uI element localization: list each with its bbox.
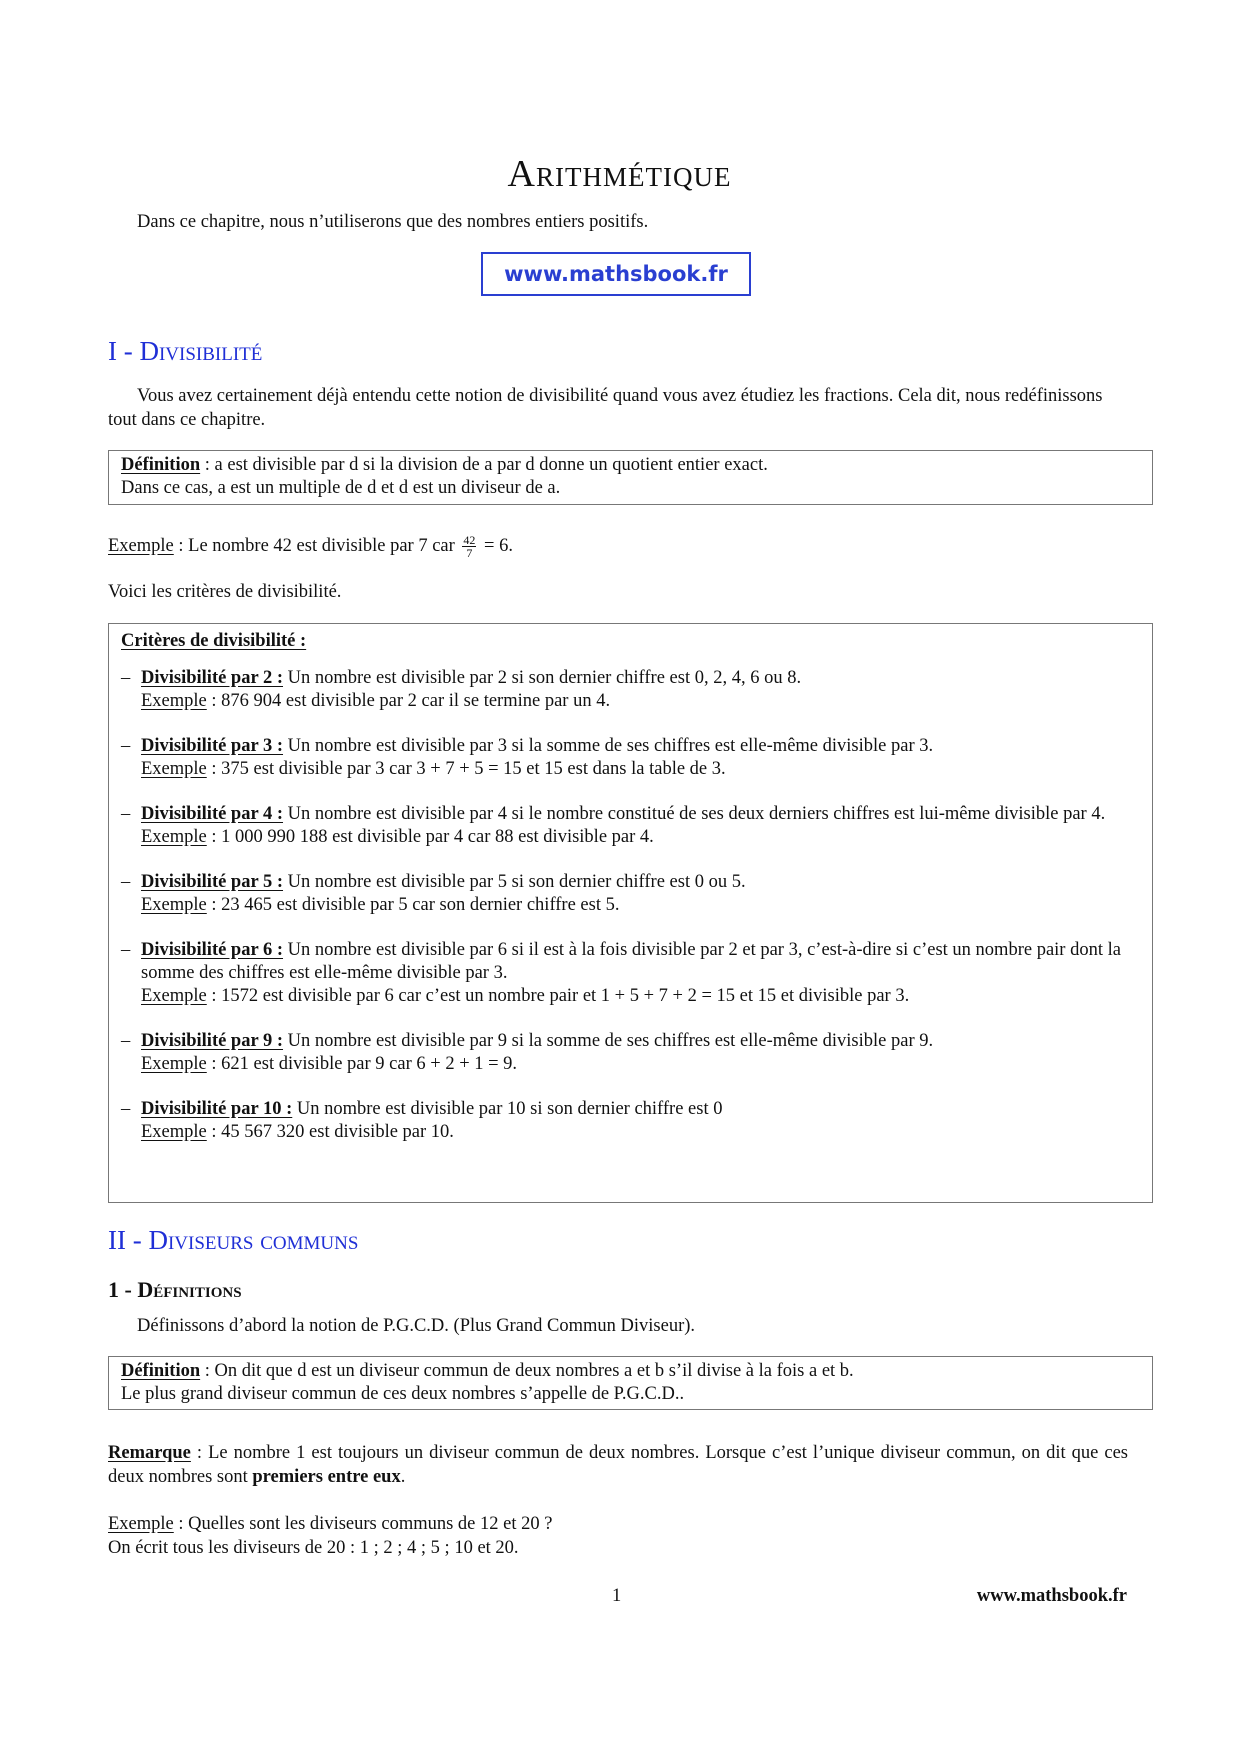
criteria-list <box>121 667 1140 1144</box>
intro-text: Dans ce chapitre, nous n’utiliserons que des nombres entiers positifs. <box>137 212 649 232</box>
example-result: = 6. <box>484 536 513 556</box>
definition-line-2: Dans ce cas, a est un multiple de d et d est un diviseur de a. <box>121 478 561 498</box>
criteria-title <box>121 630 1140 653</box>
example-label: Exemple <box>141 895 207 915</box>
section1-paragraph: Vous avez certainement déjà entendu cette notion de divisibilité quand vous avez étudiez les fractions. Cela dit, nous redéfinissons tout dans ce chapitre. <box>108 386 1103 430</box>
colon: : <box>173 536 189 556</box>
list-dash: – <box>121 668 131 688</box>
colon: : <box>206 895 222 915</box>
definition-label: Définition <box>121 1361 201 1381</box>
criteria-box <box>108 623 1153 1203</box>
criterion-example <box>141 826 1140 849</box>
fraction-42-7 <box>462 534 476 559</box>
criterion-label: Divisibilité par 5 : <box>141 872 284 892</box>
criterion-label: Divisibilité par 3 : <box>141 736 284 756</box>
criterion-text: Un nombre est divisible par 6 si il est à la fois divisible par 2 et par 3, c’est-à-dire si c’est un nombre pair dont la somme des chiffres est elle-même divisible par 3. <box>141 940 1121 983</box>
remark-end: . <box>400 1467 406 1487</box>
criterion-item <box>121 939 1140 1008</box>
criterion-item <box>121 803 1140 849</box>
criteria-intro: Voici les critères de divisibilité. <box>108 582 342 602</box>
definition-line-2: Le plus grand diviseur commun de ces deux nombres s’appelle de P.G.C.D.. <box>121 1384 685 1404</box>
criterion-example-text: 1572 est divisible par 6 car c’est un nombre pair et 1 + 5 + 7 + 2 = 15 et 15 et divisible par 3. <box>221 986 910 1006</box>
criterion-example-text: 45 567 320 est divisible par 10. <box>221 1122 454 1142</box>
example-label: Exemple <box>108 536 174 556</box>
example-label: Exemple <box>141 1122 207 1142</box>
footer-site-link[interactable]: www.mathsbook.fr <box>976 1586 1127 1606</box>
criterion-rule <box>141 871 1140 894</box>
criterion-text: Un nombre est divisible par 5 si son dernier chiffre est 0 ou 5. <box>287 872 746 892</box>
criterion-example <box>141 1053 1140 1076</box>
criterion-label: Divisibilité par 2 : <box>141 668 284 688</box>
criterion-example <box>141 894 1140 917</box>
colon: : <box>200 455 215 475</box>
criterion-text: Un nombre est divisible par 9 si la somme de ses chiffres est elle-même divisible par 9. <box>287 1031 934 1051</box>
fraction-denominator: 7 <box>466 546 473 561</box>
colon: : <box>190 1443 209 1463</box>
criterion-example-text: 23 465 est divisible par 5 car son dernier chiffre est 5. <box>221 895 620 915</box>
list-dash: – <box>121 1099 131 1119</box>
example-label: Exemple <box>141 759 207 779</box>
colon: : <box>206 691 222 711</box>
definition-label: Définition <box>121 455 201 475</box>
list-dash: – <box>121 1031 131 1051</box>
criterion-rule <box>141 803 1140 826</box>
example-label: Exemple <box>141 986 207 1006</box>
criterion-rule <box>141 735 1140 758</box>
list-dash: – <box>121 872 131 892</box>
page-number: 1 <box>612 1586 622 1606</box>
criterion-text: Un nombre est divisible par 3 si la somme de ses chiffres est elle-même divisible par 3. <box>287 736 934 756</box>
section-heading-divisibilite: I - Divisibilité <box>108 336 263 366</box>
criterion-label: Divisibilité par 6 : <box>141 940 284 960</box>
criterion-text: Un nombre est divisible par 10 si son dernier chiffre est 0 <box>296 1099 723 1119</box>
subsection-intro: Définissons d’abord la notion de P.G.C.D. (Plus Grand Commun Diviseur). <box>137 1316 696 1336</box>
remark <box>108 1441 1128 1489</box>
criterion-item <box>121 871 1140 917</box>
criteria-title-text: Critères de divisibilité : <box>121 631 307 651</box>
criterion-item <box>121 1098 1140 1144</box>
example-label: Exemple <box>141 1054 207 1074</box>
definition-box-pgcd <box>108 1356 1153 1410</box>
remark-label: Remarque <box>108 1443 191 1463</box>
criterion-label: Divisibilité par 4 : <box>141 804 284 824</box>
list-dash: – <box>121 940 131 960</box>
definition-line-1 <box>121 454 1140 477</box>
criterion-text: Un nombre est divisible par 4 si le nombre constitué de ses deux derniers chiffres est lui-même divisible par 4. <box>287 804 1106 824</box>
criterion-rule <box>141 1098 1140 1121</box>
criterion-example-text: 621 est divisible par 9 car 6 + 2 + 1 = 9. <box>221 1054 518 1074</box>
colon: : <box>173 1514 189 1534</box>
definition-text-1: a est divisible par d si la division de a par d donne un quotient entier exact. <box>214 455 768 475</box>
definition-text-1: On dit que d est un diviseur commun de deux nombres a et b s’il divise à la fois a et b. <box>214 1361 854 1381</box>
criterion-example-text: 1 000 990 188 est divisible par 4 car 88 est divisible par 4. <box>221 827 654 847</box>
criterion-text: Un nombre est divisible par 2 si son dernier chiffre est 0, 2, 4, 6 ou 8. <box>287 668 802 688</box>
subsection-heading-definitions: 1 - Définitions <box>108 1277 242 1302</box>
colon: : <box>200 1361 215 1381</box>
fraction-numerator: 42 <box>463 533 476 548</box>
criterion-item <box>121 1030 1140 1076</box>
criterion-example <box>141 1121 1140 1144</box>
page-title: Arithmétique <box>507 153 732 195</box>
example-text: Le nombre 42 est divisible par 7 car <box>188 536 455 556</box>
remark-text: Le nombre 1 est toujours un diviseur commun de deux nombres. Lorsque c’est l’unique diviseur commun, on dit que ces deux nombres sont <box>108 1443 1129 1487</box>
site-banner-link[interactable]: www.mathsbook.fr <box>481 252 751 296</box>
example-label: Exemple <box>141 691 207 711</box>
criterion-example-text: 375 est divisible par 3 car 3 + 7 + 5 = 15 et 15 est dans la table de 3. <box>221 759 726 779</box>
list-dash: – <box>121 736 131 756</box>
list-dash: – <box>121 804 131 824</box>
example-label: Exemple <box>141 827 207 847</box>
colon: : <box>206 827 222 847</box>
criterion-example <box>141 985 1140 1008</box>
criterion-item <box>121 667 1140 713</box>
criterion-example <box>141 758 1140 781</box>
criterion-rule <box>141 939 1140 985</box>
example-line-2: On écrit tous les diviseurs de 20 : 1 ; 2 ; 4 ; 5 ; 10 et 20. <box>108 1538 519 1558</box>
example-line-1 <box>108 1512 1128 1536</box>
section-heading-diviseurs-communs: II - Diviseurs communs <box>108 1225 359 1255</box>
colon: : <box>206 759 222 779</box>
example-pgcd <box>108 1512 1128 1560</box>
definition-line-1 <box>121 1360 1140 1383</box>
criterion-label: Divisibilité par 9 : <box>141 1031 284 1051</box>
criterion-item <box>121 735 1140 781</box>
example-question: Quelles sont les diviseurs communs de 12 et 20 ? <box>188 1514 553 1534</box>
criterion-rule <box>141 1030 1140 1053</box>
criterion-example <box>141 690 1140 713</box>
criterion-label: Divisibilité par 10 : <box>141 1099 293 1119</box>
colon: : <box>206 986 222 1006</box>
colon: : <box>206 1054 222 1074</box>
definition-box-divisibilite <box>108 450 1153 505</box>
criterion-rule <box>141 667 1140 690</box>
example-42 <box>108 534 1128 559</box>
colon: : <box>206 1122 222 1142</box>
criterion-example-text: 876 904 est divisible par 2 car il se termine par un 4. <box>221 691 611 711</box>
example-label: Exemple <box>108 1514 174 1534</box>
remark-bold: premiers entre eux <box>252 1467 401 1487</box>
